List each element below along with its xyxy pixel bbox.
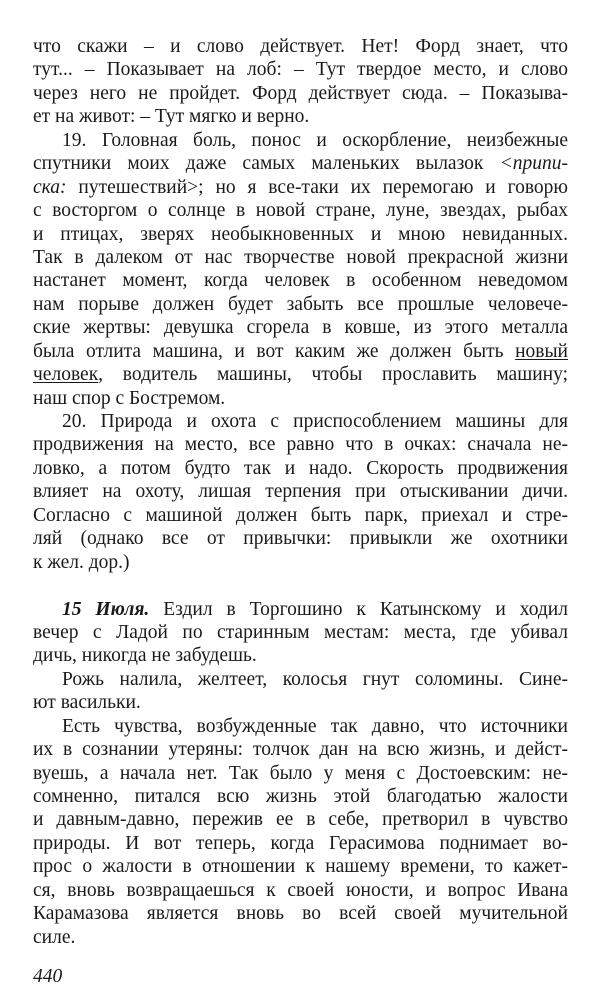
italic-text: ска: bbox=[33, 176, 67, 198]
text-segment: ся, вновь возвращаешься к своей юности, и вопрос Ивана bbox=[33, 879, 568, 901]
text-segment: прос о жалости в отношении к нашему времени, то кажет- bbox=[33, 856, 568, 878]
text-line bbox=[33, 668, 568, 691]
text-line bbox=[33, 82, 568, 105]
italic-text: <припи- bbox=[499, 153, 568, 175]
text-line bbox=[33, 902, 568, 925]
text-segment: влияет на охоту, лишая терпения при отыскивании дичи. bbox=[33, 481, 568, 503]
text-line bbox=[33, 504, 568, 527]
text-line bbox=[33, 480, 568, 503]
text-line bbox=[33, 808, 568, 831]
text-line bbox=[33, 176, 568, 199]
text-line bbox=[33, 551, 568, 574]
text-line bbox=[33, 855, 568, 878]
text-line bbox=[33, 246, 568, 269]
text-line bbox=[33, 269, 568, 292]
text-line bbox=[33, 691, 568, 714]
text-line bbox=[33, 527, 568, 550]
text-segment: 19. Головная боль, понос и оскорбление, неизбежные bbox=[62, 129, 568, 151]
paragraph bbox=[33, 668, 568, 715]
text-line bbox=[33, 644, 568, 667]
underlined-text: человек bbox=[33, 364, 99, 386]
text-line bbox=[33, 363, 568, 386]
text-segment: тут... – Показывает на лоб: – Тут твердое место, и слово bbox=[33, 59, 568, 81]
text-segment: Ездил в Торгошино к Катынскому и ходил bbox=[149, 598, 568, 620]
text-segment: ют васильки. bbox=[33, 692, 141, 714]
text-segment: Есть чувства, возбужденные так давно, что источники bbox=[62, 715, 568, 737]
text-line bbox=[33, 715, 568, 738]
text-line bbox=[33, 410, 568, 433]
text-segment: силе. bbox=[33, 926, 76, 948]
text-segment: их в сознании утеряны: толчок дан на всю жизнь, и дейст- bbox=[33, 739, 568, 761]
text-line bbox=[33, 832, 568, 855]
text-segment: природы. И вот теперь, когда Герасимова поднимает во- bbox=[33, 832, 568, 854]
text-segment: спутники моих даже самых маленьких вылазок bbox=[33, 153, 500, 175]
text-line bbox=[33, 926, 568, 949]
text-segment: и птицах, зверях необыкновенных и мною невиданных. bbox=[33, 223, 568, 245]
paragraph bbox=[33, 35, 568, 129]
text-line bbox=[33, 785, 568, 808]
text-segment: Согласно с машиной должен быть парк, приехал и стре- bbox=[33, 504, 568, 526]
text-segment: вуешь, а начала нет. Так было у меня с Достоевским: не- bbox=[33, 762, 568, 784]
text-segment: , водитель машины, чтобы прославить машину; bbox=[98, 364, 568, 386]
underlined-text: новый bbox=[515, 340, 568, 362]
paragraph bbox=[33, 715, 568, 949]
text-segment: ляй (однако все от привычки: привыкли же охотники bbox=[33, 528, 568, 550]
text-segment: наш спор с Бостремом. bbox=[33, 387, 226, 409]
text-segment: к жел. дор.) bbox=[33, 551, 130, 573]
text-segment: была отлита машина, и вот каким же должен быть bbox=[33, 340, 516, 362]
date-heading: 15 Июля. bbox=[62, 598, 150, 620]
text-segment: ские жертвы: девушка сгорела в ковше, из этого металла bbox=[33, 317, 568, 339]
text-line bbox=[33, 129, 568, 152]
paragraph bbox=[33, 410, 568, 574]
text-segment: Карамазова является вновь во всей своей мучительной bbox=[33, 903, 568, 925]
paragraph bbox=[33, 129, 568, 410]
text-segment: путешествий>; но я все-таки их перемогаю и говорю bbox=[66, 176, 568, 198]
text-line bbox=[33, 387, 568, 410]
text-line bbox=[33, 621, 568, 644]
text-line bbox=[33, 598, 568, 621]
text-segment: ет на живот: – Тут мягко и верно. bbox=[33, 106, 310, 128]
text-line bbox=[33, 58, 568, 81]
text-segment: ловко, а потом будто так и надо. Скорость продвижения bbox=[33, 457, 568, 479]
text-segment: настанет момент, когда человек в особенном неведомом bbox=[33, 270, 568, 292]
page-body bbox=[33, 35, 568, 949]
text-segment: и давным-давно, пережив ее в себе, претворил в чувство bbox=[33, 809, 568, 831]
text-line bbox=[33, 199, 568, 222]
text-segment: сомненно, питался всю жизнь этой благодатью жалости bbox=[33, 786, 568, 807]
text-line bbox=[33, 340, 568, 363]
text-line bbox=[33, 433, 568, 456]
text-segment: вечер с Ладой по старинным местам: места, где убивал bbox=[33, 621, 568, 643]
text-segment: продвижения на место, все равно что в очках: сначала не- bbox=[33, 434, 568, 456]
text-line bbox=[33, 457, 568, 480]
page-number: 440 bbox=[33, 966, 63, 987]
text-line bbox=[33, 316, 568, 339]
text-line bbox=[33, 105, 568, 128]
text-segment: 20. Природа и охота с приспособлением машины для bbox=[62, 411, 568, 432]
text-line bbox=[33, 223, 568, 246]
text-line bbox=[33, 293, 568, 316]
paragraph bbox=[33, 598, 568, 668]
text-segment: нам порыве должен будет забыть все прошлые человече- bbox=[33, 293, 568, 315]
text-line bbox=[33, 35, 568, 58]
text-line bbox=[33, 738, 568, 761]
text-segment: через него не пройдет. Форд действует сюда. – Показыва- bbox=[33, 82, 568, 104]
text-segment: Так в далеком от нас творчестве новой прекрасной жизни bbox=[33, 246, 568, 268]
text-line bbox=[33, 762, 568, 785]
text-segment: дичь, никогда не забудешь. bbox=[33, 645, 257, 667]
text-segment: Рожь налила, желтеет, колосья гнут соломины. Сине- bbox=[62, 668, 568, 690]
text-segment: с восторгом о солнце в новой стране, луне, звездах, рыбах bbox=[33, 200, 568, 222]
text-line bbox=[33, 879, 568, 902]
text-line bbox=[33, 152, 568, 175]
text-segment: что скажи – и слово действует. Нет! Форд знает, что bbox=[33, 36, 568, 57]
